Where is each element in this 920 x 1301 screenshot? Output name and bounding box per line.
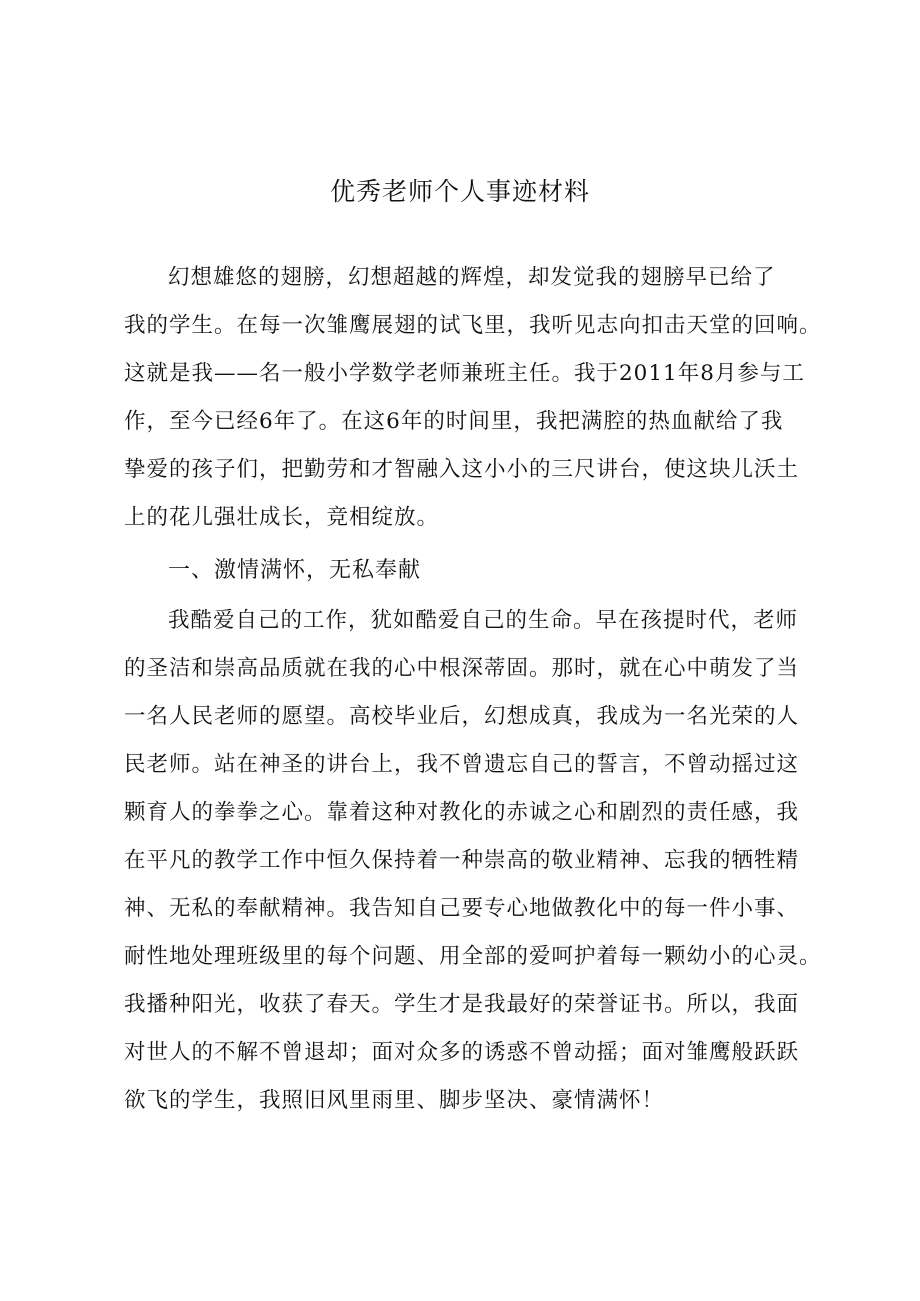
intro-line-6: 上的花儿强壮成长，竞相绽放。 xyxy=(124,505,440,530)
section-1-line-10: 对世人的不解不曾退却；面对众多的诱惑不曾动摇；面对雏鹰般跃跃 xyxy=(124,1040,800,1065)
section-1-line-3: 一名人民老师的愿望。高校毕业后，幻想成真，我成为一名光荣的人 xyxy=(124,704,800,729)
section-1-line-6: 在平凡的教学工作中恒久保持着一种崇高的敬业精神、忘我的牺牲精 xyxy=(124,848,800,873)
section-1-line-5: 颗育人的拳拳之心。靠着这种对教化的赤诚之心和剧烈的责任感，我 xyxy=(124,800,800,825)
section-1-line-8: 耐性地处理班级里的每个问题、用全部的爱呵护着每一颗幼小的心灵。 xyxy=(124,944,822,969)
section-1-line-1: 我酷爱自己的工作，犹如酷爱自己的生命。早在孩提时代，老师 xyxy=(168,608,799,633)
intro-line-3: 这就是我——名一般小学数学老师兼班主任。我于2011年8月参与工 xyxy=(124,361,805,386)
intro-line-2: 我的学生。在每一次雏鹰展翅的试飞里，我听见志向扣击天堂的回响。 xyxy=(124,313,822,338)
intro-line-5: 挚爱的孩子们，把勤劳和才智融入这小小的三尺讲台，使这块儿沃土 xyxy=(124,457,800,482)
section-1-line-11: 欲飞的学生，我照旧风里雨里、脚步坚决、豪情满怀！ xyxy=(124,1088,665,1113)
section-1-line-9: 我播种阳光，收获了春天。学生才是我最好的荣誉证书。所以，我面 xyxy=(124,992,800,1017)
intro-line-1: 幻想雄悠的翅膀，幻想超越的辉煌，却发觉我的翅膀早已给了 xyxy=(168,265,776,290)
section-1-heading: 一、激情满怀，无私奉献 xyxy=(168,558,422,583)
section-1-line-7: 神、无私的奉献精神。我告知自己要专心地做教化中的每一件小事、 xyxy=(124,896,800,921)
section-1-line-2: 的圣洁和崇高品质就在我的心中根深蒂固。那时，就在心中萌发了当 xyxy=(124,656,800,681)
intro-line-4: 作，至今已经6年了。在这6年的时间里，我把满腔的热血献给了我 xyxy=(124,409,784,434)
section-1-line-4: 民老师。站在神圣的讲台上，我不曾遗忘自己的誓言，不曾动摇过这 xyxy=(124,752,800,777)
document-title: 优秀老师个人事迹材料 xyxy=(329,177,590,206)
